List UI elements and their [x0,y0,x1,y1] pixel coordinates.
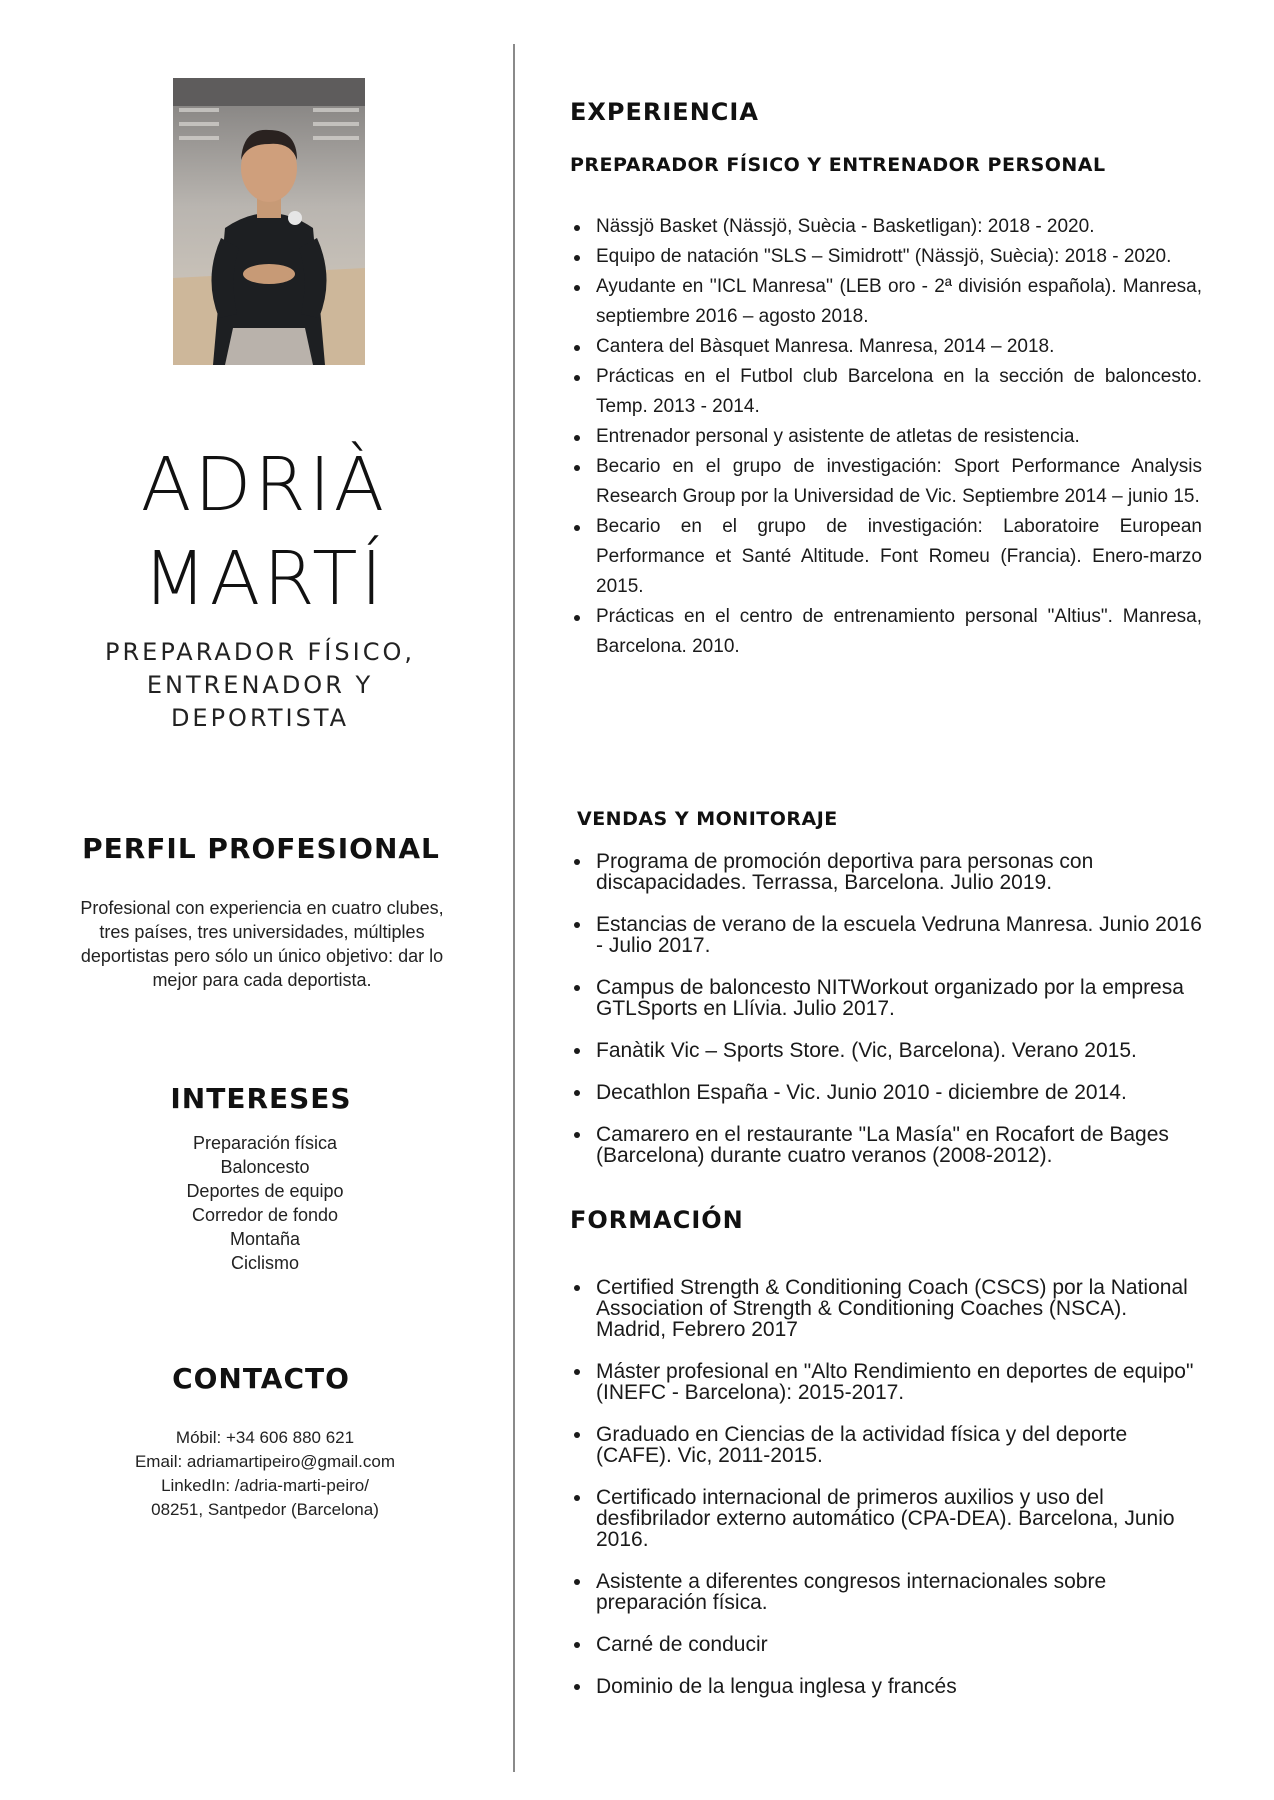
list-item: Programa de promoción deportiva para personas con discapacidades. Terrassa, Barcelona. Julio 2019. [570,851,1202,893]
experiencia-subheading-vendas: VENDAS Y MONITORAJE [577,808,838,830]
name-last: MARTÍ [142,536,386,622]
intereses-heading: INTERESES [170,1082,352,1115]
list-item: Graduado en Ciencias de la actividad física y del deporte (CAFE). Vic, 2011-2015. [570,1424,1202,1466]
list-item: Dominio de la lengua inglesa y francés [570,1676,1202,1697]
list-item: Becario en el grupo de investigación: Sport Performance Analysis Research Group por la Universidad de Vic. Septiembre 2014 – junio 15. [570,452,1202,512]
contact-phone: Móbil: +34 606 880 621 [175,1428,355,1447]
interes-item: Ciclismo [230,1253,299,1273]
contact-email[interactable]: Email: adriamartipeiro@gmail.com [134,1452,396,1471]
experiencia-heading: EXPERIENCIA [570,98,759,126]
list-item: Camarero en el restaurante "La Masía" en Rocafort de Bages (Barcelona) durante cuatro veranos (2008-2012). [570,1124,1202,1166]
experiencia-list-vendas [570,851,1202,1187]
list-item: Carné de conducir [570,1634,1202,1655]
contacto-heading: CONTACTO [172,1362,350,1395]
list-item: Certified Strength & Conditioning Coach (CSCS) por la National Association of Strength & Conditioning Coaches (NSCA). Madrid, Febrero 2017 [570,1277,1202,1340]
perfil-text: Profesional con experiencia en cuatro clubes, tres países, tres universidades, múltiples deportistas pero sólo un único objetivo: dar lo mejor para cada deportista. [80,898,444,990]
perfil-heading: PERFIL PROFESIONAL [82,832,440,865]
list-item: Entrenador personal y asistente de atletas de resistencia. [570,422,1202,452]
formacion-list [570,1277,1202,1718]
list-item: Asistente a diferentes congresos internacionales sobre preparación física. [570,1571,1202,1613]
list-item: Máster profesional en "Alto Rendimiento en deportes de equipo" (INEFC - Barcelona): 2015-2017. [570,1361,1202,1403]
contact-linkedin[interactable]: LinkedIn: /adria-marti-peiro/ [161,1476,369,1495]
experiencia-list-preparador [570,212,1202,662]
list-item: Prácticas en el Futbol club Barcelona en la sección de baloncesto. Temp. 2013 - 2014. [570,362,1202,422]
profile-photo [173,78,365,365]
name-first: ADRIÀ [140,442,388,528]
interes-item: Preparación física [192,1133,338,1153]
interes-item: Baloncesto [220,1157,310,1177]
list-item: Equipo de natación "SLS – Simidrott" (Nässjö, Suècia): 2018 - 2020. [570,242,1202,272]
list-item: Campus de baloncesto NITWorkout organizado por la empresa GTLSports en Llívia. Julio 2017. [570,977,1202,1019]
contact-address: 08251, Santpedor (Barcelona) [151,1500,379,1519]
column-divider [513,44,515,1772]
left-column [0,0,513,1800]
interes-item: Deportes de equipo [186,1181,344,1201]
list-item: Nässjö Basket (Nässjö, Suècia - Basketligan): 2018 - 2020. [570,212,1202,242]
formacion-heading: FORMACIÓN [570,1206,744,1234]
interes-item: Montaña [229,1229,301,1249]
list-item: Estancias de verano de la escuela Vedruna Manresa. Junio 2016 - Julio 2017. [570,914,1202,956]
list-item: Fanàtik Vic – Sports Store. (Vic, Barcelona). Verano 2015. [570,1040,1202,1061]
list-item: Becario en el grupo de investigación: Laboratoire European Performance et Santé Altitude. Font Romeu (Francia). Enero-marzo 2015. [570,512,1202,602]
list-item: Cantera del Bàsquet Manresa. Manresa, 2014 – 2018. [570,332,1202,362]
interes-item: Corredor de fondo [191,1205,339,1225]
list-item: Decathlon España - Vic. Junio 2010 - diciembre de 2014. [570,1082,1202,1103]
list-item: Ayudante en ''ICL Manresa'' (LEB oro - 2ª división española). Manresa, septiembre 2016 – agosto 2018. [570,272,1202,332]
experiencia-subheading-preparador: PREPARADOR FÍSICO Y ENTRENADOR PERSONAL [570,154,1106,176]
list-item: Prácticas en el centro de entrenamiento personal "Altius". Manresa, Barcelona. 2010. [570,602,1202,662]
job-title: PREPARADOR FÍSICO, ENTRENADOR Y DEPORTISTA [105,638,415,732]
list-item: Certificado internacional de primeros auxilios y uso del desfibrilador externo automático (CPA-DEA). Barcelona, Junio 2016. [570,1487,1202,1550]
intereses-list [90,1131,440,1275]
contacto-list [70,1426,460,1522]
